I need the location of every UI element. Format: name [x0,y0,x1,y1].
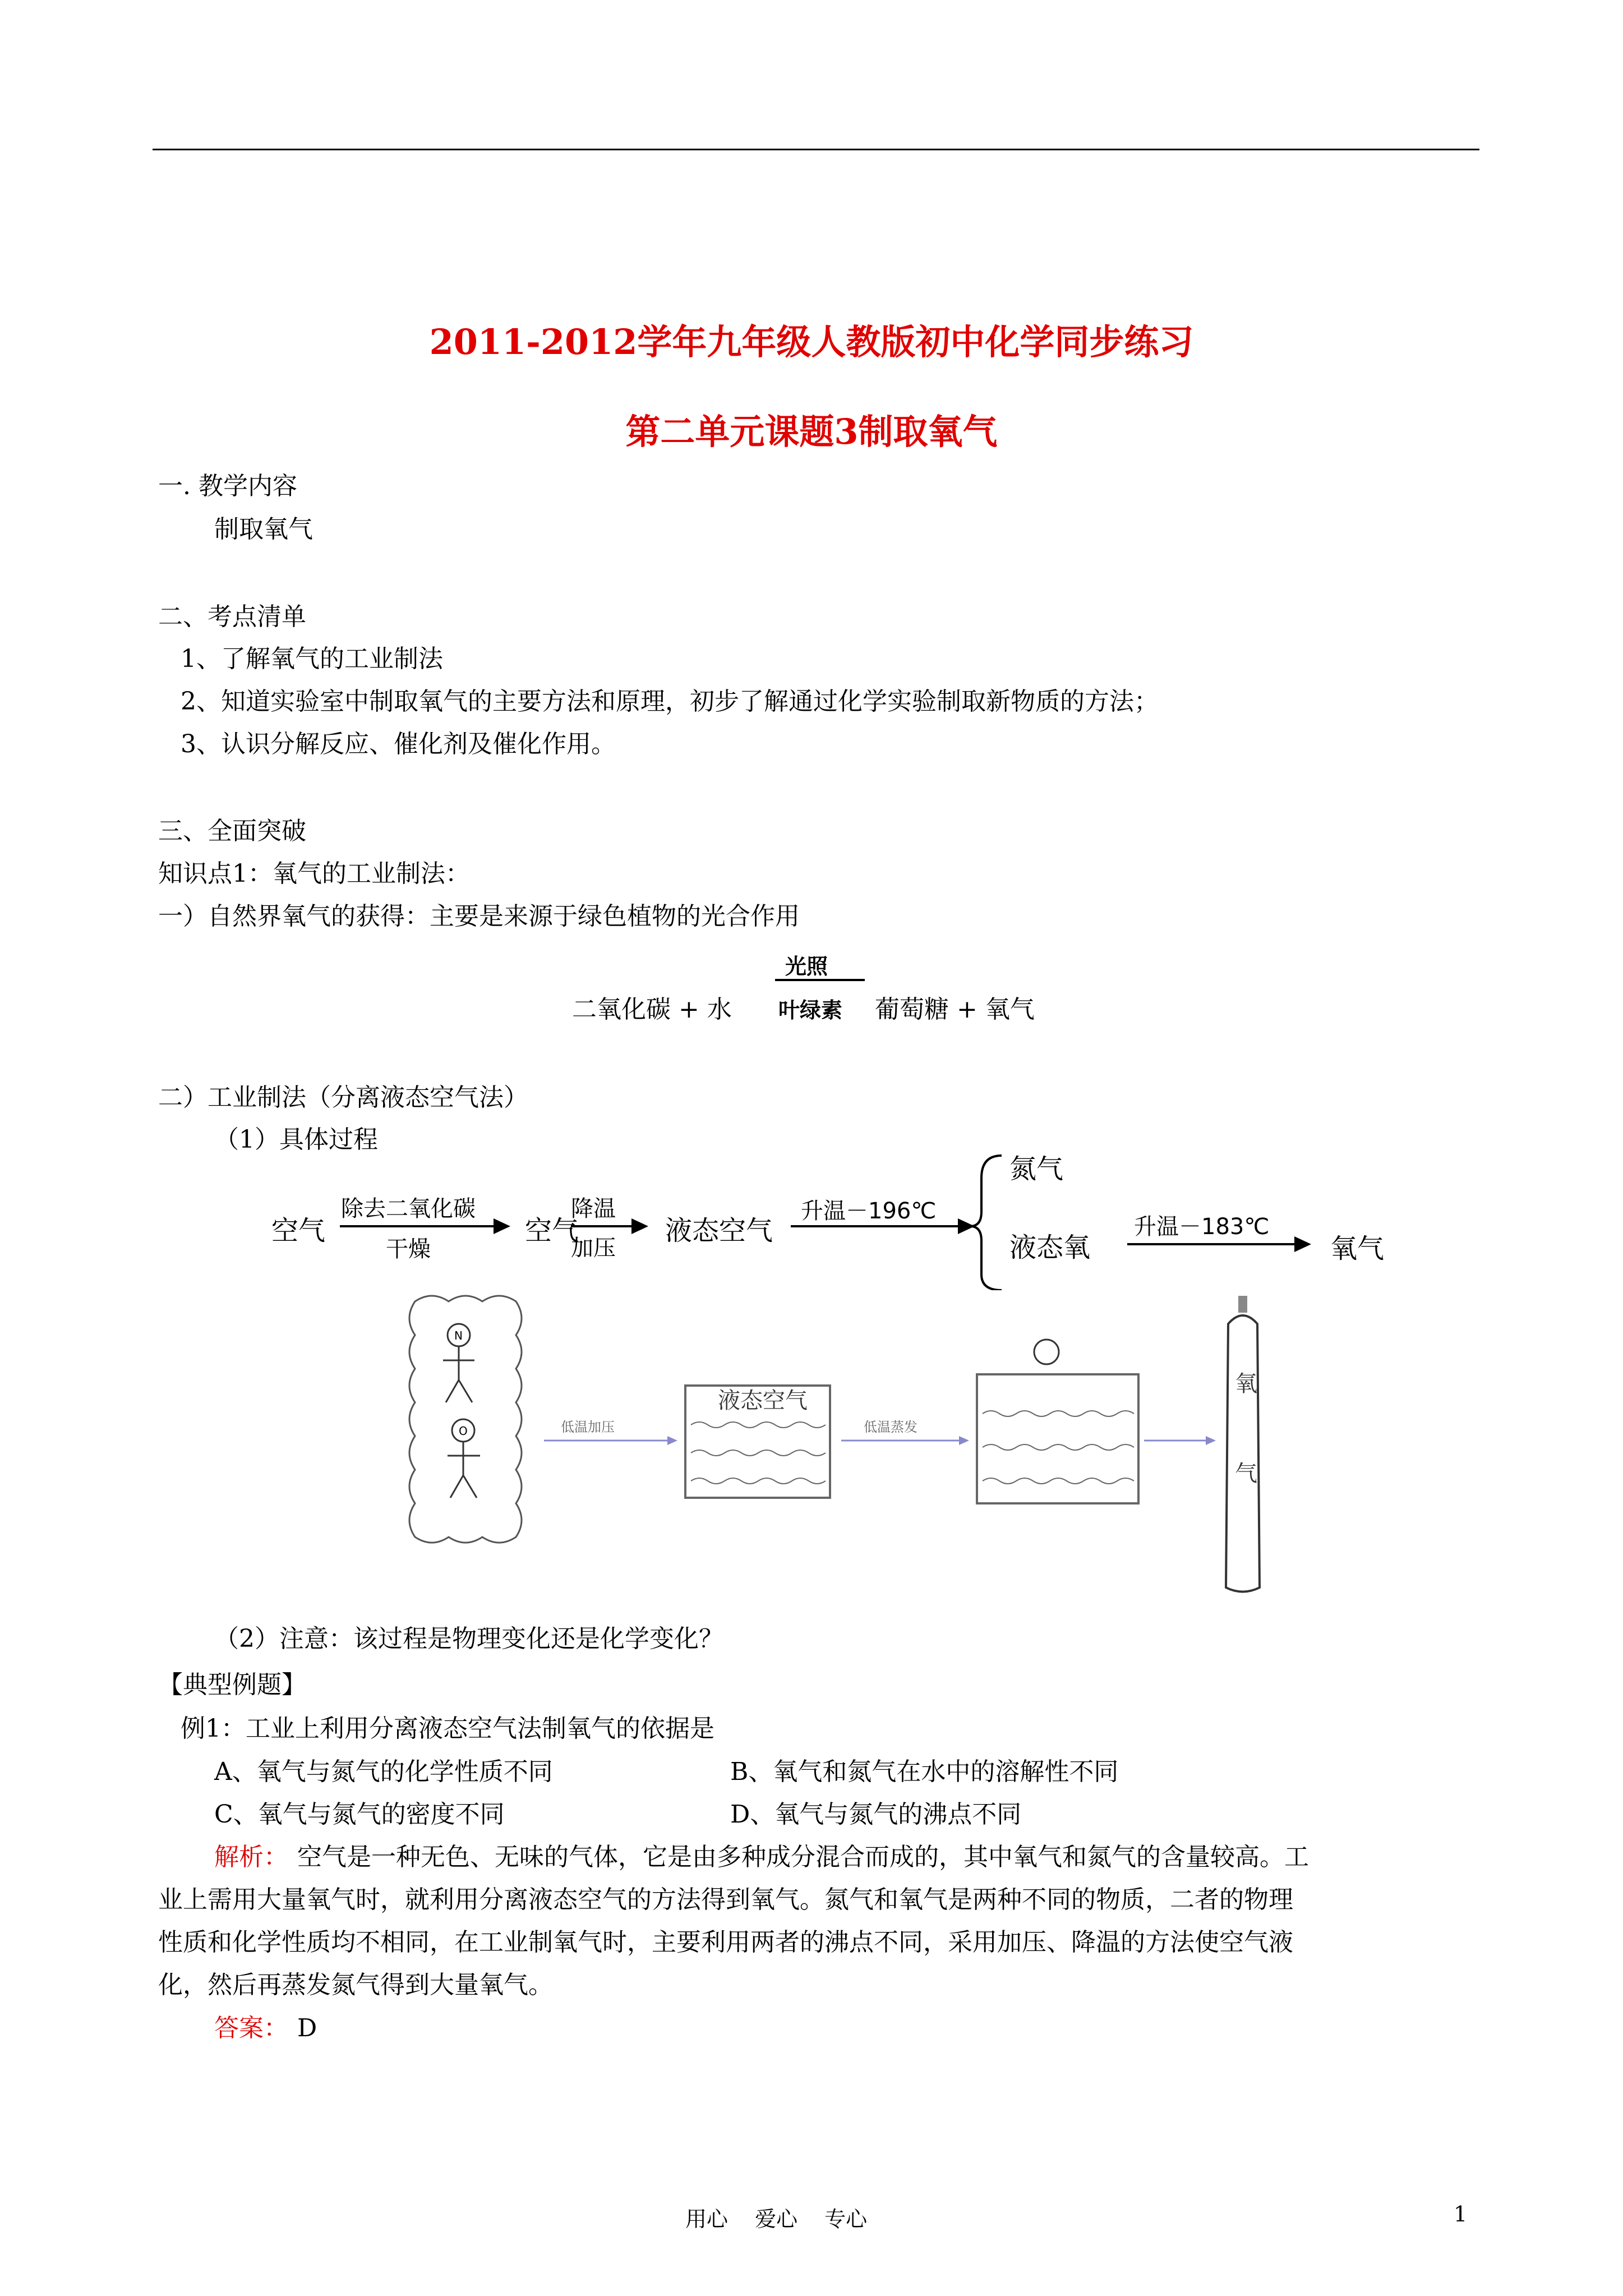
flow-arrowhead-4 [1294,1236,1311,1252]
option-d: D、氧气与氮气的沸点不同 [730,1800,1022,1829]
illustration-arrow2-label: 低温蒸发 [864,1419,917,1435]
flow-step2-bottom: 加压 [571,1235,616,1261]
liquid-waves-1 [691,1422,826,1484]
page-title: 2011-2012学年九年级人教版初中化学同步练习 [429,321,1194,362]
flow-arrowhead-1 [494,1218,510,1234]
illustration-arrow1-label: 低温加压 [561,1419,615,1435]
section2-heading: 二、考点清单 [158,602,306,631]
flow-step4: 升温－183℃ [1134,1214,1270,1240]
liquid-waves-2 [983,1411,1134,1484]
equation-left: 二氧化碳 + 水 [572,995,732,1024]
oxygen-cylinder [1226,1315,1260,1592]
oxygen-figure [448,1442,480,1498]
page-number: 1 [1454,2202,1468,2226]
answer-value: D [297,2014,317,2042]
option-c: C、氧气与氮气的密度不同 [214,1800,505,1829]
equation-condition-below: 叶绿素 [778,998,843,1023]
cylinder-label-2: 气 [1235,1461,1257,1487]
equation-condition-above: 光照 [785,954,828,979]
analysis-line: 空气是一种无色、无味的气体，它是由多种成分混合而成的，其中氧气和氮气的含量较高。工 [297,1843,1309,1871]
checklist-item: 3、认识分解反应、催化剂及催化作用。 [181,730,616,758]
section1-heading: 一. 教学内容 [158,472,297,500]
illustration-arrowhead-1 [667,1436,677,1445]
flow-liquid-oxygen: 液态氧 [1009,1232,1091,1263]
flow-step1-top: 除去二氧化碳 [341,1196,476,1222]
option-a: A、氧气与氮气的化学性质不同 [214,1757,553,1786]
industrial-method-line: 二）工业制法（分离液态空气法） [158,1083,528,1112]
flow-brace [970,1156,1002,1290]
answer-label: 答案： [214,2014,288,2042]
nature-oxygen-line: 一）自然界氧气的获得：主要是来源于绿色植物的光合作用 [158,902,800,931]
equation-right: 葡萄糖 + 氧气 [875,995,1035,1024]
analysis-label: 解析： [214,1843,288,1871]
illustration-arrowhead-2 [959,1436,969,1445]
process-note: （2）注意：该过程是物理变化还是化学变化？ [214,1625,723,1653]
flow-step3: 升温－196℃ [801,1198,937,1224]
knowledge-point-1: 知识点1：氧气的工业制法： [158,859,470,888]
flow-air-1: 空气 [271,1215,326,1246]
liquid-oxygen-container [977,1374,1138,1503]
flow-air-2: 空气 [525,1215,579,1246]
section3-heading: 三、全面突破 [158,817,306,845]
footer-motto: 用心 爱心 专心 [685,2207,868,2231]
oxygen-label: O [459,1424,468,1438]
flow-nitrogen: 氮气 [1009,1153,1064,1185]
checklist-item: 2、知道实验室中制取氧气的主要方法和原理，初步了解通过化学实验制取新物质的方法； [181,687,1159,716]
example-question: 例1：工业上利用分离液态空气法制氧气的依据是 [181,1714,714,1743]
cylinder-valve [1238,1296,1247,1313]
analysis-line: 化，然后再蒸发氮气得到大量氧气。 [158,1971,553,1999]
flow-step2-top: 降温 [571,1196,616,1222]
escaping-nitrogen [1034,1340,1059,1364]
flow-oxygen: 氧气 [1330,1233,1385,1264]
flow-step1-bottom: 干燥 [386,1236,431,1262]
separation-illustration [0,1290,1623,1604]
checklist-item: 1、了解氧气的工业制法 [181,645,443,673]
process-label: （1）具体过程 [214,1125,378,1154]
nitrogen-label: N [454,1329,463,1342]
analysis-line: 性质和化学性质均不相同，在工业制氧气时，主要利用两者的沸点不同，采用加压、降温的方法使空气液 [158,1928,1293,1957]
flow-liquid-air: 液态空气 [665,1215,773,1246]
nitrogen-figure [443,1346,474,1402]
illustration-arrowhead-3 [1206,1436,1216,1445]
option-b: B、氧气和氮气在水中的溶解性不同 [730,1757,1119,1786]
analysis-line: 业上需用大量氧气时，就利用分离液态空气的方法得到氧气。氮气和氧气是两种不同的物质，二者的物理 [158,1885,1293,1914]
liquid-air-label: 液态空气 [718,1388,808,1414]
flow-arrowhead-2 [631,1218,648,1234]
cylinder-label-1: 氧 [1235,1371,1257,1397]
section1-content: 制取氧气 [214,515,313,544]
example-heading: 【典型例题】 [158,1671,306,1699]
page-subtitle: 第二单元课题3制取氧气 [625,411,998,452]
